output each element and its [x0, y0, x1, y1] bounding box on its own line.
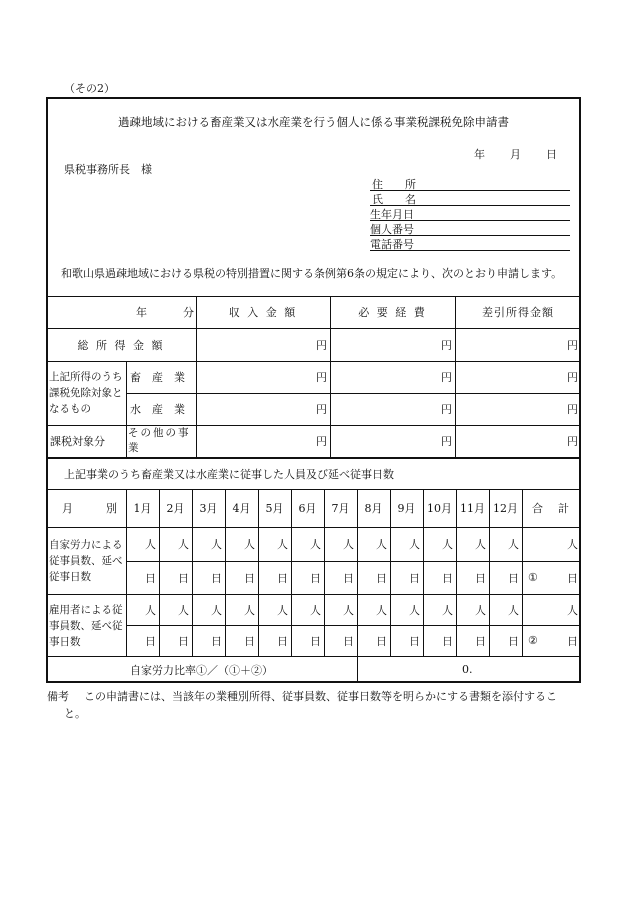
hired-days-month-9[interactable]: 日: [409, 634, 420, 648]
hired-days-month-2[interactable]: 日: [178, 634, 189, 648]
family-persons-month-7[interactable]: 人: [343, 538, 354, 551]
header-year: 年: [136, 306, 147, 319]
other-income-yen[interactable]: 円: [316, 435, 327, 448]
total-income-label: 総 所 得 金 額: [77, 338, 165, 352]
livestock-label: 畜 産 業: [130, 371, 185, 384]
rule: [46, 457, 581, 459]
family-persons-month-10[interactable]: 人: [442, 538, 453, 551]
hired-persons-month-11[interactable]: 人: [475, 603, 486, 617]
livestock-expense-yen[interactable]: 円: [441, 371, 452, 384]
hired-persons-month-2[interactable]: 人: [178, 603, 189, 617]
field-name-label: 氏 名: [372, 193, 416, 206]
family-persons-month-2[interactable]: 人: [178, 538, 189, 551]
fishery-net-yen[interactable]: 円: [567, 403, 578, 416]
hired-labor-label: 雇用者による従事員数、延べ従事日数: [49, 604, 123, 648]
hired-total-persons[interactable]: 人: [567, 603, 578, 617]
header-expense: 必 要 経 費: [358, 306, 427, 319]
family-days-month-9[interactable]: 日: [409, 571, 420, 585]
fishery-label: 水 産 業: [130, 403, 185, 416]
fishery-expense-yen[interactable]: 円: [441, 403, 452, 416]
ratio-value[interactable]: 0.: [462, 663, 473, 676]
header-income: 収 入 金 額: [228, 306, 298, 319]
month-header-1: 1月: [133, 502, 152, 515]
hired-persons-month-1[interactable]: 人: [145, 603, 156, 617]
family-days-month-6[interactable]: 日: [310, 571, 321, 585]
family-persons-month-8[interactable]: 人: [376, 538, 387, 551]
total-column-header: 合 計: [532, 502, 571, 515]
family-persons-month-4[interactable]: 人: [244, 538, 255, 551]
taxable-group-label: 課税対象分: [50, 435, 105, 448]
family-persons-month-11[interactable]: 人: [475, 538, 486, 551]
family-persons-month-9[interactable]: 人: [409, 538, 420, 551]
hired-persons-month-5[interactable]: 人: [277, 603, 288, 617]
hired-persons-month-12[interactable]: 人: [508, 603, 519, 617]
total-net-yen[interactable]: 円: [567, 338, 578, 352]
month-header-10: 10月: [427, 502, 452, 515]
family-days-month-1[interactable]: 日: [145, 571, 156, 585]
remarks-label: 備考: [47, 690, 69, 703]
field-individual-number-label: 個人番号: [370, 223, 414, 236]
family-days-month-5[interactable]: 日: [277, 571, 288, 585]
month-header-2: 2月: [166, 502, 185, 515]
family-days-month-10[interactable]: 日: [442, 571, 453, 585]
remarks-text: この申請書には、当該年の業種別所得、従事員数、従事日数等を明らかにする書類を添付すること。: [64, 690, 557, 720]
fishery-income-yen[interactable]: 円: [316, 403, 327, 416]
statement-text: 和歌山県過疎地域における県税の特別措置に関する条例第6条の規定により、次のとおり申請します。: [61, 267, 563, 280]
family-days-month-2[interactable]: 日: [178, 571, 189, 585]
ratio-label: 自家労力比率①／（①＋②）: [130, 663, 273, 677]
header-division: 分: [183, 306, 194, 319]
family-days-month-11[interactable]: 日: [475, 571, 486, 585]
hired-persons-month-9[interactable]: 人: [409, 603, 420, 617]
other-expense-yen[interactable]: 円: [441, 435, 452, 448]
form-title: 過疎地域における畜産業又は水産業を行う個人に係る事業税課税免除申請書: [118, 115, 509, 129]
other-business-label: その他の事 業: [128, 427, 216, 454]
month-header-11: 11月: [460, 502, 485, 515]
hired-persons-month-4[interactable]: 人: [244, 603, 255, 617]
month-header-9: 9月: [397, 502, 416, 515]
hired-days-month-1[interactable]: 日: [145, 634, 156, 648]
month-header-5: 5月: [265, 502, 284, 515]
hired-days-month-8[interactable]: 日: [376, 634, 387, 648]
family-days-month-12[interactable]: 日: [508, 571, 519, 585]
family-persons-month-12[interactable]: 人: [508, 538, 519, 551]
date-year: 年: [474, 148, 485, 161]
month-header-8: 8月: [364, 502, 383, 515]
month-header-7: 7月: [331, 502, 350, 515]
family-days-month-7[interactable]: 日: [343, 571, 354, 585]
family-total-persons[interactable]: 人: [567, 538, 578, 551]
circled-two-mark: ②: [528, 634, 538, 647]
hired-days-month-11[interactable]: 日: [475, 634, 486, 648]
family-persons-month-5[interactable]: 人: [277, 538, 288, 551]
exempt-group-label: 上記所得のうち課税免除対象となるもの: [49, 371, 123, 415]
hired-persons-month-6[interactable]: 人: [310, 603, 321, 617]
hired-days-month-5[interactable]: 日: [277, 634, 288, 648]
family-days-month-4[interactable]: 日: [244, 571, 255, 585]
month-header-6: 6月: [298, 502, 317, 515]
family-days-month-3[interactable]: 日: [211, 571, 222, 585]
hired-days-month-3[interactable]: 日: [211, 634, 222, 648]
family-persons-month-3[interactable]: 人: [211, 538, 222, 551]
hired-total-days[interactable]: 日: [567, 634, 578, 648]
hired-days-month-12[interactable]: 日: [508, 634, 519, 648]
other-net-yen[interactable]: 円: [567, 435, 578, 448]
livestock-net-yen[interactable]: 円: [567, 371, 578, 384]
header-net-income: 差引所得金額: [482, 306, 554, 319]
hired-days-month-10[interactable]: 日: [442, 634, 453, 648]
field-phone-label: 電話番号: [370, 238, 414, 251]
month-header-12: 12月: [493, 502, 518, 515]
family-total-days[interactable]: 日: [567, 571, 578, 585]
hired-days-month-4[interactable]: 日: [244, 634, 255, 648]
hired-persons-month-3[interactable]: 人: [211, 603, 222, 617]
hired-persons-month-10[interactable]: 人: [442, 603, 453, 617]
total-expense-yen[interactable]: 円: [441, 338, 452, 352]
date-month: 月: [510, 148, 521, 161]
form-number-note: （その2）: [64, 82, 115, 95]
hired-days-month-7[interactable]: 日: [343, 634, 354, 648]
month-header-4: 4月: [232, 502, 251, 515]
family-days-month-8[interactable]: 日: [376, 571, 387, 585]
circled-one-mark: ①: [528, 571, 538, 584]
hired-persons-month-7[interactable]: 人: [343, 603, 354, 617]
total-income-yen[interactable]: 円: [316, 338, 327, 352]
field-birthdate-label: 生年月日: [370, 208, 414, 221]
family-labor-label: 自家労力による従事員数、延べ従事日数: [49, 539, 123, 583]
month-label-2: 別: [106, 502, 117, 515]
field-phone-line[interactable]: [370, 250, 570, 251]
addressee: 県税事務所長 様: [64, 163, 152, 176]
family-persons-month-6[interactable]: 人: [310, 538, 321, 551]
family-persons-month-1[interactable]: 人: [145, 538, 156, 551]
worker-table-heading: 上記事業のうち畜産業又は水産業に従事した人員及び延べ従事日数: [64, 468, 394, 481]
date-day: 日: [546, 148, 557, 161]
month-label-1: 月: [62, 502, 73, 515]
field-address-label: 住 所: [372, 178, 416, 191]
month-header-3: 3月: [199, 502, 218, 515]
livestock-income-yen[interactable]: 円: [316, 371, 327, 384]
hired-persons-month-8[interactable]: 人: [376, 603, 387, 617]
hired-days-month-6[interactable]: 日: [310, 634, 321, 648]
